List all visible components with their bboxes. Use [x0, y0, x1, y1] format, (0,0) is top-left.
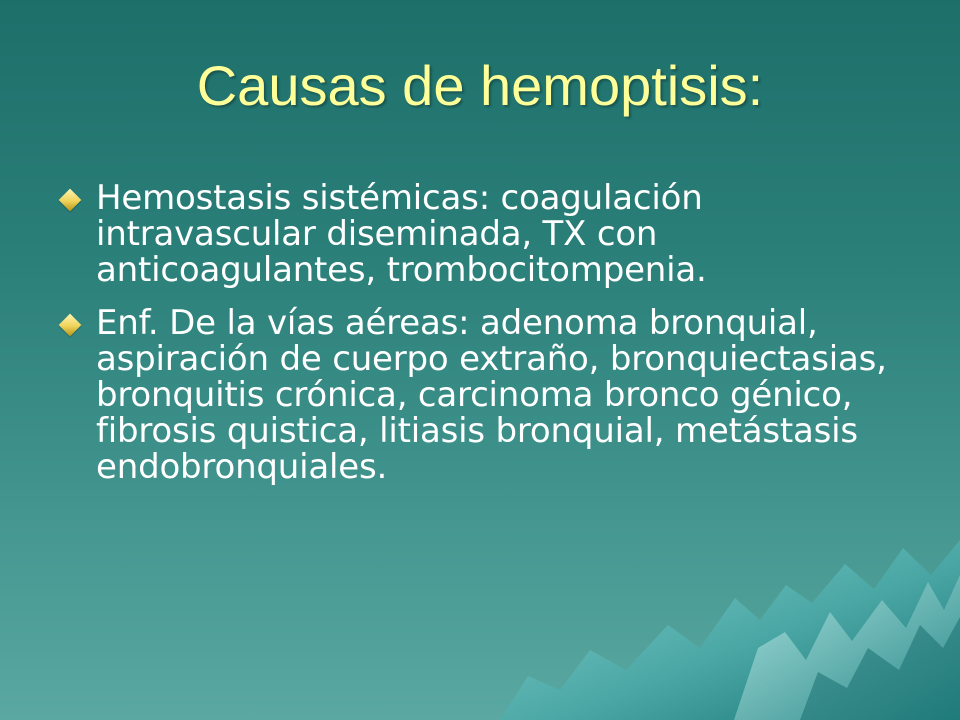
slide-content: [62, 180, 902, 502]
bullet-text: Enf. De la vías aéreas: adenoma bronquial, aspiración de cuerpo extraño, bronquiectasias, bronquitis crónica, carcinoma bronco génico, fibrosis quistica, litiasis bronquial, metástasis endobronquiales.: [96, 303, 887, 487]
bullet-list: [62, 180, 902, 485]
list-item: [62, 180, 902, 288]
diamond-bullet-icon: [59, 314, 82, 337]
diamond-bullet-icon: [59, 189, 82, 212]
list-item: [62, 305, 902, 485]
bullet-text: Hemostasis sistémicas: coagulación intravascular diseminada, TX con anticoagulantes, trombocitompenia.: [96, 178, 707, 290]
slide-title: Causas de hemoptisis:: [196, 54, 764, 117]
